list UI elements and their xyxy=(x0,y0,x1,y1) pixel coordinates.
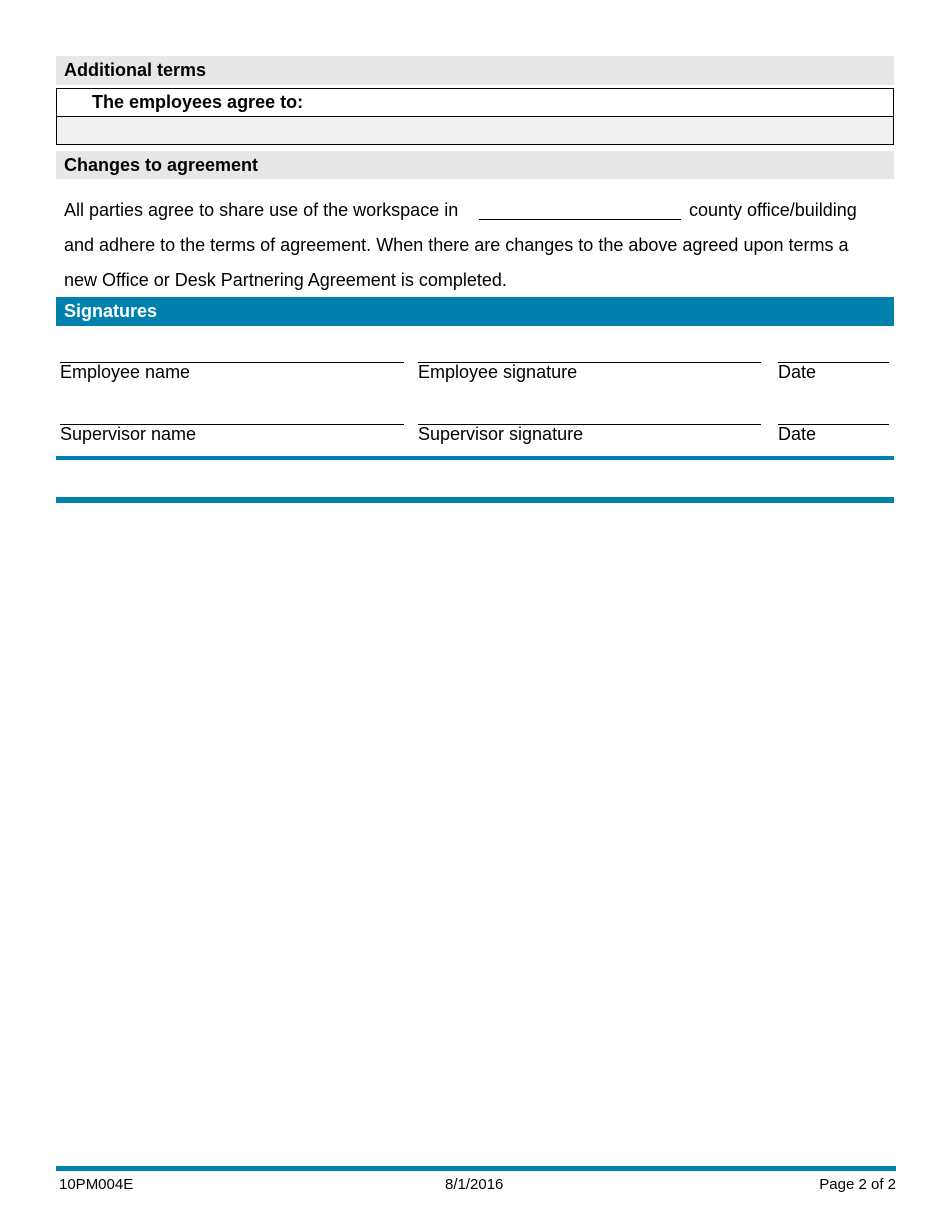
changes-heading xyxy=(56,151,894,179)
footer-date: 8/1/2016 xyxy=(445,1176,504,1193)
changes-paragraph-line-3: new Office or Desk Partnering Agreement is completed. xyxy=(64,270,507,290)
changes-heading-text: Changes to agreement xyxy=(64,154,259,175)
changes-line1-after-wrap xyxy=(689,200,857,221)
supervisor-signature-label: Supervisor signature xyxy=(418,424,584,444)
changes-paragraph-line-2: and adhere to the terms of agreement. When there are changes to the above agreed upon terms a xyxy=(64,235,849,255)
footer-rule xyxy=(56,1166,896,1171)
employee-signature-label: Employee signature xyxy=(418,362,578,382)
employees-agree-row xyxy=(56,88,894,117)
employee-date-label: Date xyxy=(778,362,817,382)
footer-form-number: 10PM004E xyxy=(59,1176,134,1193)
changes-line1-before: All parties agree to share use of the workspace in xyxy=(64,200,459,220)
workspace-county-field[interactable] xyxy=(479,200,681,220)
employees-agree-label: The employees agree to: xyxy=(92,92,304,112)
supervisor-name-label: Supervisor name xyxy=(60,424,197,444)
supervisor-date-label: Date xyxy=(778,424,817,444)
signatures-heading-text: Signatures xyxy=(64,301,158,321)
footer-page-number: Page 2 of 2 xyxy=(819,1176,896,1193)
additional-terms-heading-text: Additional terms xyxy=(64,60,207,80)
changes-line1-after: county office/building xyxy=(689,200,857,220)
signatures-bottom-rule xyxy=(56,456,894,460)
additional-terms-heading xyxy=(56,56,894,85)
signatures-heading xyxy=(56,297,894,326)
form-end-rule xyxy=(56,497,894,503)
employees-agree-field[interactable] xyxy=(56,116,894,145)
employee-name-label: Employee name xyxy=(60,362,191,382)
changes-paragraph-line-1 xyxy=(64,200,458,221)
